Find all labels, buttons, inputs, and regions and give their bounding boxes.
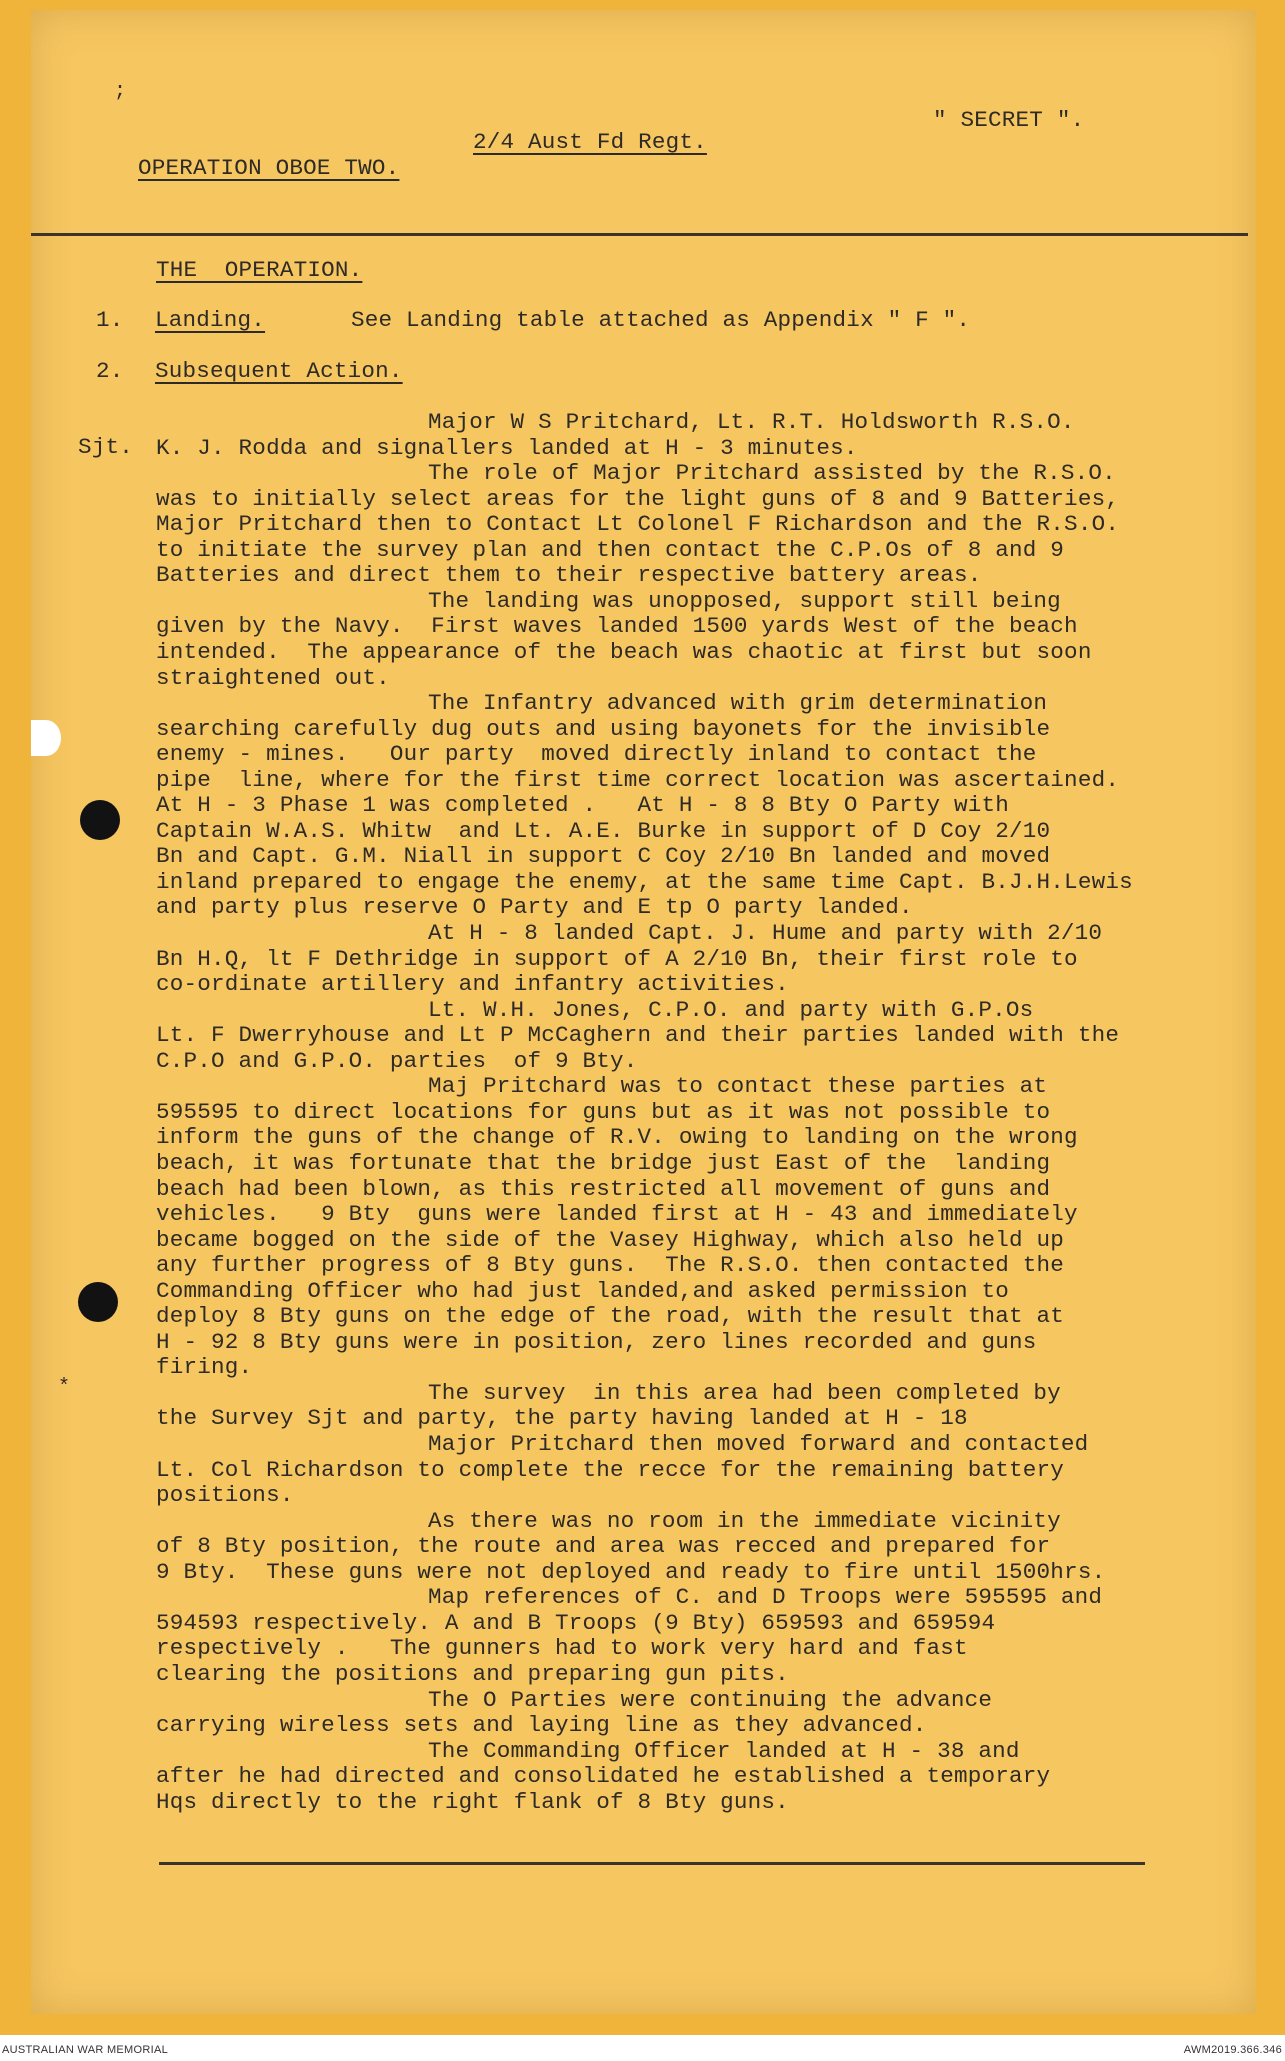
- body-line: Bn and Capt. G.M. Niall in support C Coy 2/10 Bn landed and moved: [156, 843, 1051, 870]
- footer-source: AUSTRALIAN WAR MEMORIAL: [2, 2044, 169, 2056]
- item-1-text: See Landing table attached as Appendix " F ".: [351, 307, 971, 333]
- body-line: Bn H.Q, lt F Dethridge in support of A 2/10 Bn, their first role to: [156, 945, 1078, 972]
- body-line: deploy 8 Bty guns on the edge of the road, with the result that at: [156, 1303, 1065, 1330]
- body-line: Major Pritchard then moved forward and contacted: [428, 1431, 1089, 1457]
- body-line: searching carefully dug outs and using bayonets for the invisible: [156, 715, 1051, 742]
- punch-hole-bottom: [78, 1282, 118, 1322]
- body-line: firing.: [156, 1354, 253, 1381]
- body-line: H - 92 8 Bty guns were in position, zero lines recorded and guns: [156, 1328, 1037, 1355]
- body-line: The role of Major Pritchard assisted by the R.S.O.: [428, 460, 1116, 487]
- operation-name: OPERATION OBOE TWO.: [138, 155, 400, 181]
- body-line: Hqs directly to the right flank of 8 Bty guns.: [156, 1788, 789, 1815]
- body-line: vehicles. 9 Bty guns were landed first at H - 43 and immediately: [156, 1201, 1078, 1228]
- body-line: The survey in this area had been completed by: [428, 1379, 1061, 1406]
- body-line: Batteries and direct them to their respective battery areas.: [156, 562, 982, 589]
- body-line: beach had been blown, as this restricted all movement of guns and: [156, 1175, 1051, 1202]
- body-line: straightened out.: [156, 664, 390, 691]
- body-line: intended. The appearance of the beach was chaotic at first but soon: [156, 638, 1092, 665]
- body-line: given by the Navy. First waves landed 1500 yards West of the beach: [156, 613, 1078, 640]
- torn-edge-notch: [31, 720, 61, 756]
- body-line: respectively . The gunners had to work very hard and fast: [156, 1635, 968, 1662]
- bottom-divider: [159, 1862, 1145, 1865]
- body-line: Captain W.A.S. Whitw and Lt. A.E. Burke in support of D Coy 2/10: [156, 817, 1051, 844]
- body-line: 594593 respectively. A and B Troops (9 Bty) 659593 and 659594: [156, 1609, 996, 1636]
- body-line: and party plus reserve O Party and E tp O party landed.: [156, 894, 913, 921]
- ink-speck-mark: ;: [114, 80, 127, 103]
- unit-title: 2/4 Aust Fd Regt.: [473, 129, 707, 155]
- footer-reference-id: AWM2019.366.346: [1183, 2044, 1282, 2056]
- body-line: C.P.O and G.P.O. parties of 9 Bty.: [156, 1047, 638, 1074]
- body-line: after he had directed and consolidated he established a temporary: [156, 1763, 1051, 1790]
- body-line: to initiate the survey plan and then contact the C.P.Os of 8 and 9: [156, 536, 1065, 563]
- ink-speck-mark-2: *: [58, 1376, 71, 1399]
- section-title: THE OPERATION.: [156, 257, 363, 283]
- body-line: As there was no room in the immediate vicinity: [428, 1507, 1061, 1534]
- body-line: Lt. F Dwerryhouse and Lt P McCaghern and their parties landed with the: [156, 1022, 1120, 1049]
- body-line: The Infantry advanced with grim determination: [428, 690, 1048, 717]
- body-line: beach, it was fortunate that the bridge just East of the landing: [156, 1149, 1051, 1176]
- body-line: Commanding Officer who had just landed,and asked permission to: [156, 1277, 1010, 1304]
- body-line: At H - 3 Phase 1 was completed . At H - 8 8 Bty O Party with: [156, 792, 1010, 819]
- body-line: K. J. Rodda and signallers landed at H - 3 minutes.: [156, 434, 858, 461]
- punch-hole-top: [80, 800, 120, 840]
- body-line: enemy - mines. Our party moved directly inland to contact the: [156, 741, 1037, 768]
- body-line: The Commanding Officer landed at H - 38 and: [428, 1737, 1020, 1764]
- body-line: clearing the positions and preparing gun pits.: [156, 1660, 789, 1687]
- body-line: 595595 to direct locations for guns but as it was not possible to: [156, 1098, 1051, 1125]
- body-line: positions.: [156, 1482, 294, 1509]
- body-line: The landing was unopposed, support still being: [428, 587, 1061, 614]
- body-line: any further progress of 8 Bty guns. The R.S.O. then contacted the: [156, 1252, 1065, 1279]
- body-line: Lt. W.H. Jones, C.P.O. and party with G.P.Os: [428, 996, 1034, 1023]
- body-line: pipe line, where for the first time correct location was ascertained.: [156, 766, 1120, 793]
- sjt-margin-note: Sjt.: [78, 434, 134, 460]
- body-line: Lt. Col Richardson to complete the recce for the remaining battery: [156, 1456, 1065, 1483]
- body-line: At H - 8 landed Capt. J. Hume and party with 2/10: [428, 920, 1103, 946]
- body-line: inland prepared to engage the enemy, at the same time Capt. B.J.H.Lewis: [156, 868, 1133, 895]
- body-line: Major Pritchard then to Contact Lt Colonel F Richardson and the R.S.O.: [156, 511, 1120, 538]
- item-2-heading: Subsequent Action.: [155, 358, 403, 384]
- body-line: co-ordinate artillery and infantry activities.: [156, 971, 789, 998]
- header-divider: [31, 233, 1248, 236]
- body-line: became bogged on the side of the Vasey Highway, which also held up: [156, 1226, 1065, 1253]
- body-line: inform the guns of the change of R.V. owing to landing on the wrong: [156, 1124, 1078, 1151]
- body-line: The O Parties were continuing the advance: [428, 1686, 993, 1713]
- body-line: the Survey Sjt and party, the party having landed at H - 18: [156, 1405, 968, 1432]
- item-1-number: 1.: [96, 307, 124, 333]
- body-line: Maj Pritchard was to contact these parties at: [428, 1073, 1048, 1100]
- body-line: of 8 Bty position, the route and area was recced and prepared for: [156, 1533, 1051, 1560]
- item-1-heading: Landing.: [155, 307, 266, 333]
- body-line: Map references of C. and D Troops were 595595 and: [428, 1584, 1103, 1611]
- item-2-number: 2.: [96, 358, 124, 384]
- body-line: was to initially select areas for the light guns of 8 and 9 Batteries,: [156, 485, 1120, 512]
- body-line: Major W S Pritchard, Lt. R.T. Holdsworth R.S.O.: [428, 409, 1075, 435]
- body-line: 9 Bty. These guns were not deployed and ready to fire until 1500hrs.: [156, 1558, 1106, 1585]
- classification-secret: " SECRET ".: [933, 107, 1085, 133]
- body-line: carrying wireless sets and laying line as they advanced.: [156, 1712, 927, 1739]
